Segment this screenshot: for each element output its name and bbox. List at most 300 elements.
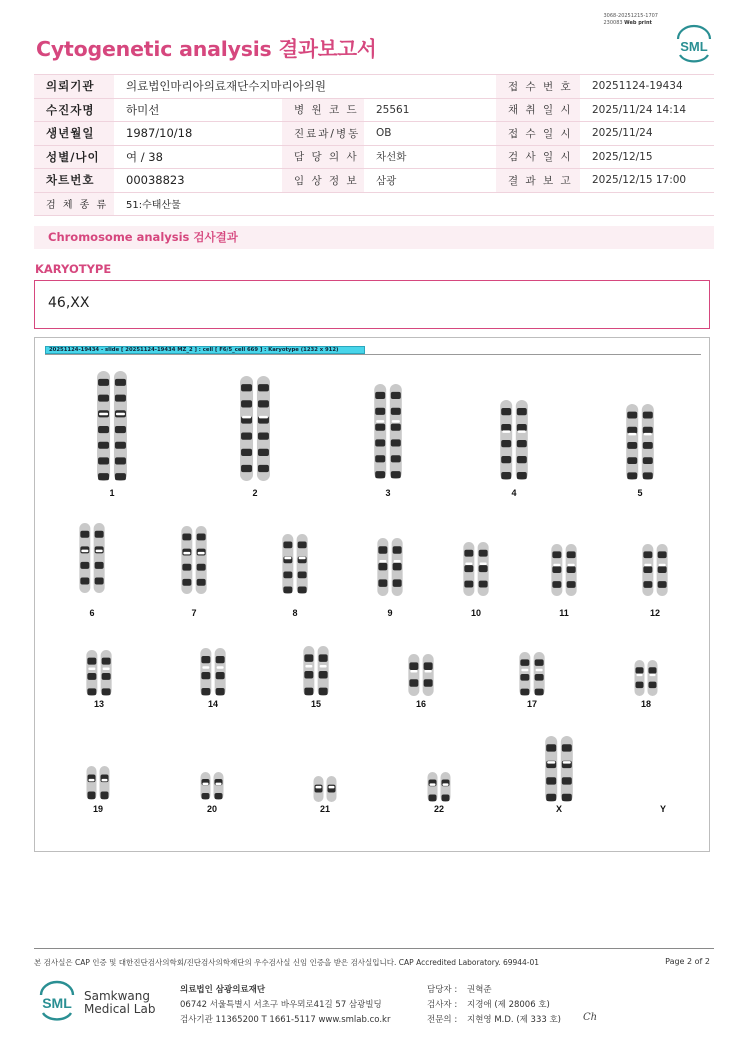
g-band	[546, 777, 556, 784]
centromere	[116, 413, 125, 416]
g-band	[643, 472, 653, 479]
chromatid	[408, 654, 419, 696]
g-band	[636, 667, 644, 673]
karyogram-caption: 20251124-19434 - slide [ 20251124-19434 MZ_2 ] : cell [ F6/5_cell 669 ] : Karyotype (1232 x 912)	[45, 346, 365, 354]
centromere	[379, 560, 386, 563]
g-band	[298, 587, 307, 594]
g-band	[520, 674, 529, 681]
g-band	[391, 439, 401, 446]
chromosome-label: 4	[511, 488, 517, 498]
g-band	[241, 384, 252, 391]
g-band	[258, 384, 269, 391]
g-band	[517, 456, 527, 463]
g-band	[80, 577, 89, 584]
web-print-label: Web print	[624, 19, 652, 26]
g-band	[479, 581, 488, 588]
centromere	[644, 433, 652, 436]
g-band	[517, 472, 527, 479]
chromosome-pair-5	[626, 404, 654, 498]
centromere	[644, 564, 651, 567]
chromosome-label: 7	[191, 608, 197, 618]
chromosome-pair-12	[642, 544, 667, 618]
g-band	[98, 473, 109, 480]
centromere	[299, 557, 306, 560]
centromere	[443, 783, 449, 786]
g-band	[535, 674, 544, 681]
g-band	[567, 551, 576, 558]
g-band	[258, 465, 269, 472]
print-code-line2: 230083 Web print	[603, 19, 652, 26]
centromere	[217, 666, 224, 669]
centromere	[305, 665, 312, 668]
centromere	[202, 666, 209, 669]
certification-text: 본 검사실은 CAP 인증 및 대한진단검사의학회/진단검사의학재단의 우수검사실 신임 인증을 받은 검사실입니다. CAP Accredited Laboratory. 69944-01	[34, 958, 540, 967]
chromosome-label: 13	[93, 699, 105, 709]
centromere	[547, 761, 555, 764]
g-band	[429, 795, 437, 802]
chromosome-label: 14	[207, 699, 219, 709]
g-band	[546, 794, 556, 801]
centromere	[650, 674, 656, 677]
g-band	[520, 689, 529, 696]
g-band	[464, 581, 473, 588]
g-band	[87, 673, 96, 680]
g-band	[464, 550, 473, 557]
g-band	[115, 457, 126, 464]
chromatid	[635, 660, 645, 696]
chromosome-label: 18	[640, 699, 652, 709]
info-row	[34, 75, 714, 99]
chromosome-label: 3	[385, 488, 391, 498]
g-band	[241, 449, 252, 456]
info-label: 진료과/병동	[282, 122, 364, 146]
g-band	[627, 442, 637, 449]
g-band	[98, 426, 109, 433]
g-band	[442, 795, 450, 802]
g-band	[80, 531, 89, 538]
g-band	[391, 471, 401, 478]
logo-text: SML	[680, 39, 708, 54]
report-title: Cytogenetic analysis 결과보고서	[36, 37, 377, 61]
g-band	[546, 744, 556, 751]
g-band	[643, 581, 652, 588]
centromere	[316, 786, 322, 789]
karyotype-heading: KARYOTYPE	[35, 262, 112, 276]
g-band	[95, 562, 104, 569]
info-label: 성별/나이	[34, 145, 114, 169]
brand-line1: Samkwang	[84, 989, 150, 1003]
g-band	[201, 688, 210, 695]
g-band	[393, 563, 402, 570]
g-band	[258, 400, 269, 407]
g-band	[643, 551, 652, 558]
g-band	[517, 440, 527, 447]
info-value: 2025/12/15 17:00	[580, 169, 714, 193]
centromere	[81, 550, 88, 553]
specimen-label: 검 체 종 류	[34, 192, 114, 215]
specimen-row	[34, 192, 714, 215]
chromosome-label: 15	[310, 699, 322, 709]
g-band	[424, 662, 433, 670]
chromosome-label: X	[555, 804, 563, 814]
g-band	[87, 688, 96, 695]
g-band	[283, 572, 292, 579]
info-value: 00038823	[114, 169, 282, 193]
g-band	[643, 412, 653, 419]
g-band	[197, 564, 206, 571]
g-band	[393, 546, 402, 553]
g-band	[567, 581, 576, 588]
info-value	[364, 75, 496, 99]
g-band	[102, 673, 111, 680]
centromere	[659, 564, 666, 567]
g-band	[258, 433, 269, 440]
info-value: OB	[364, 122, 496, 146]
g-band	[627, 412, 637, 419]
g-band	[375, 455, 385, 462]
chromosome-pair-22	[428, 772, 451, 814]
g-band	[95, 577, 104, 584]
g-band	[241, 465, 252, 472]
g-band	[375, 392, 385, 399]
chromosome-pair-1	[97, 371, 127, 498]
g-band	[98, 442, 109, 449]
info-value: 20251124-19434	[580, 75, 714, 99]
footer-organization	[180, 983, 390, 1028]
g-band	[201, 656, 210, 663]
centromere	[89, 779, 95, 782]
g-band	[87, 658, 96, 665]
g-band	[636, 682, 644, 688]
g-band	[283, 587, 292, 594]
staff-row	[427, 1013, 561, 1028]
karyotype-result-box	[34, 280, 710, 329]
staff-row	[427, 998, 561, 1013]
g-band	[258, 449, 269, 456]
centromere	[203, 783, 209, 786]
chromosome-pair-14	[200, 648, 225, 709]
centromere	[259, 416, 268, 419]
centromere	[553, 564, 560, 567]
g-band	[562, 777, 572, 784]
g-band	[501, 408, 511, 415]
chromosome-pair-10	[463, 542, 488, 618]
g-band	[197, 534, 206, 541]
centromere	[320, 665, 327, 668]
chromosome-pair-7	[181, 526, 206, 618]
g-band	[182, 534, 191, 541]
centromere	[394, 560, 401, 563]
chromosome-label: 17	[526, 699, 538, 709]
print-id	[603, 13, 658, 26]
g-band	[88, 792, 96, 800]
g-band	[328, 785, 336, 793]
g-band	[535, 659, 544, 666]
signature: Ch	[583, 1012, 598, 1023]
g-band	[643, 566, 652, 573]
g-band	[627, 457, 637, 464]
info-label: 검 사 일 시	[496, 145, 580, 169]
g-band	[501, 440, 511, 447]
chromosome-label: 20	[206, 804, 218, 814]
g-band	[197, 579, 206, 586]
info-value: 차선화	[364, 145, 496, 169]
g-band	[658, 566, 667, 573]
g-band	[501, 472, 511, 479]
chromosome-pair-18	[635, 660, 658, 709]
g-band	[375, 408, 385, 415]
g-band	[375, 424, 385, 431]
centromere	[563, 761, 571, 764]
info-value: 하미선	[114, 98, 282, 122]
chromosome-pair-6	[79, 523, 104, 618]
section-title: Chromosome analysis 검사결과	[34, 226, 714, 249]
info-value: 2025/12/15	[580, 145, 714, 169]
centromere	[99, 413, 108, 416]
g-band	[304, 688, 313, 696]
chromosome-pair-2	[240, 376, 270, 498]
info-value: 삼광	[364, 169, 496, 193]
footer-brand	[84, 990, 155, 1016]
staff-role: 전문의 :	[427, 1015, 458, 1025]
chromosome-label: 16	[415, 699, 427, 709]
info-value: 2025/11/24	[580, 122, 714, 146]
centromere	[103, 667, 110, 670]
chromosome-pair-20	[201, 772, 224, 814]
g-band	[479, 550, 488, 557]
chromosome-label: 22	[433, 804, 445, 814]
chromosome-label: 6	[89, 608, 95, 618]
g-band	[98, 379, 109, 386]
chromosome-label: 2	[252, 488, 258, 498]
g-band	[101, 792, 109, 800]
centromere	[216, 783, 222, 786]
staff-row	[427, 983, 561, 998]
centromere	[242, 416, 251, 419]
centromere	[425, 670, 432, 673]
g-band	[216, 656, 225, 663]
karyogram-chromosomes	[35, 338, 711, 853]
g-band	[552, 581, 561, 588]
staff-name: 지현영 M.D. (제 333 호)	[467, 1015, 562, 1025]
g-band	[304, 654, 313, 662]
g-band	[115, 442, 126, 449]
g-band	[649, 667, 657, 673]
chromosome-label: 11	[559, 608, 569, 618]
g-band	[182, 579, 191, 586]
staff-role: 담당자 :	[427, 985, 458, 995]
info-label: 차트번호	[34, 169, 114, 193]
centromere	[502, 430, 510, 433]
g-band	[378, 563, 387, 570]
org-address: 06742 서울특별시 서초구 바우뫼로41길 57 삼광빌딩	[180, 1000, 382, 1010]
chromosome-pair-16	[408, 654, 433, 709]
info-label: 결 과 보 고	[496, 169, 580, 193]
karyogram-image	[34, 337, 710, 852]
footer-divider	[34, 948, 714, 949]
info-label: 채 취 일 시	[496, 98, 580, 122]
g-band	[464, 565, 473, 572]
info-label: 접 수 일 시	[496, 122, 580, 146]
g-band	[643, 442, 653, 449]
g-band	[283, 542, 292, 549]
brand-line2: Medical Lab	[84, 1002, 156, 1016]
g-band	[304, 671, 313, 679]
staff-name: 권혁준	[467, 985, 492, 995]
centromere	[88, 667, 95, 670]
sml-logo-icon	[672, 26, 716, 64]
g-band	[552, 551, 561, 558]
centromere	[637, 674, 643, 677]
centromere	[518, 430, 526, 433]
info-label: 수진자명	[34, 98, 114, 122]
g-band	[627, 427, 637, 434]
g-band	[552, 566, 561, 573]
centromere	[284, 557, 291, 560]
centromere	[410, 670, 417, 673]
g-band	[182, 564, 191, 571]
chromosome-pair-11	[551, 544, 576, 618]
g-band	[298, 542, 307, 549]
g-band	[517, 424, 527, 431]
chromosome-label: 21	[319, 804, 331, 814]
g-band	[643, 427, 653, 434]
info-label: 의뢰기관	[34, 75, 114, 99]
info-value: 2025/11/24 14:14	[580, 98, 714, 122]
patient-info-table	[34, 74, 714, 216]
info-value: 1987/10/18	[114, 122, 282, 146]
chromosome-label: 12	[649, 608, 661, 618]
g-band	[567, 566, 576, 573]
g-band	[562, 744, 572, 751]
footer-sml-logo-icon	[36, 981, 78, 1025]
g-band	[391, 408, 401, 415]
g-band	[115, 426, 126, 433]
info-label: 접 수 번 호	[496, 75, 580, 99]
chromosome-label: 5	[637, 488, 643, 498]
chromosome-pair-19	[87, 766, 110, 814]
centromere	[536, 669, 543, 672]
g-band	[241, 400, 252, 407]
footer-logo-text: SML	[42, 995, 72, 1011]
centromere	[430, 783, 436, 786]
g-band	[501, 424, 511, 431]
g-band	[216, 688, 225, 695]
chromosome-pair-13	[86, 650, 111, 709]
centromere	[198, 552, 205, 555]
g-band	[520, 659, 529, 666]
centromere	[329, 786, 335, 789]
centromere	[183, 552, 190, 555]
g-band	[391, 424, 401, 431]
centromere	[102, 779, 108, 782]
info-label: 병 원 코 드	[282, 98, 364, 122]
chromosome-label: 19	[92, 804, 104, 814]
info-value: 여 / 38	[114, 145, 282, 169]
chromatid	[648, 660, 658, 696]
centromere	[480, 563, 487, 566]
centromere	[376, 420, 384, 423]
g-band	[562, 794, 572, 801]
g-band	[241, 433, 252, 440]
g-band	[115, 473, 126, 480]
g-band	[409, 679, 418, 687]
g-band	[201, 672, 210, 679]
g-band	[319, 654, 328, 662]
g-band	[627, 472, 637, 479]
footer-staff	[427, 983, 561, 1028]
centromere	[521, 669, 528, 672]
chromosome-pair-9	[377, 538, 402, 618]
g-band	[375, 471, 385, 478]
info-label: 생년월일	[34, 122, 114, 146]
g-band	[315, 785, 323, 793]
g-band	[98, 395, 109, 402]
print-code-line1: 3068-20251215-1707	[603, 13, 658, 19]
centromere	[465, 563, 472, 566]
g-band	[80, 562, 89, 569]
chromosome-pair-3	[374, 384, 402, 498]
page-number: Page 2 of 2	[665, 957, 710, 966]
g-band	[424, 679, 433, 687]
chromosome-pair-21	[314, 776, 337, 814]
chromosome-label: 8	[292, 608, 298, 618]
g-band	[535, 689, 544, 696]
info-row	[34, 98, 714, 122]
g-band	[375, 439, 385, 446]
g-band	[102, 658, 111, 665]
centromere	[628, 433, 636, 436]
chromosome-pair-4	[500, 400, 528, 498]
g-band	[501, 456, 511, 463]
g-band	[319, 671, 328, 679]
chromosome-label: 10	[470, 608, 482, 618]
centromere	[96, 550, 103, 553]
g-band	[517, 408, 527, 415]
g-band	[378, 579, 387, 586]
g-band	[391, 392, 401, 399]
g-band	[98, 457, 109, 464]
info-value: 25561	[364, 98, 496, 122]
g-band	[649, 682, 657, 688]
info-label: 담 당 의 사	[282, 145, 364, 169]
g-band	[409, 662, 418, 670]
g-band	[215, 793, 223, 799]
centromere	[568, 564, 575, 567]
g-band	[115, 395, 126, 402]
g-band	[102, 688, 111, 695]
chromosome-label: 1	[109, 488, 115, 498]
chromosome-label: Y	[659, 804, 667, 814]
chromosome-pair-15	[303, 646, 328, 709]
info-row	[34, 145, 714, 169]
g-band	[479, 565, 488, 572]
org-name: 의료법인 삼광의료재단	[180, 985, 266, 995]
g-band	[319, 688, 328, 696]
g-band	[216, 672, 225, 679]
g-band	[393, 579, 402, 586]
chromatid	[423, 654, 434, 696]
chromosome-pair-17	[519, 652, 544, 709]
info-row	[34, 169, 714, 193]
g-band	[298, 572, 307, 579]
g-band	[202, 793, 210, 799]
centromere	[392, 420, 400, 423]
g-band	[378, 546, 387, 553]
chromosome-pair-8	[282, 534, 307, 618]
chromosome-pair-Y	[660, 804, 666, 814]
info-label: 임 상 정 보	[282, 169, 364, 193]
